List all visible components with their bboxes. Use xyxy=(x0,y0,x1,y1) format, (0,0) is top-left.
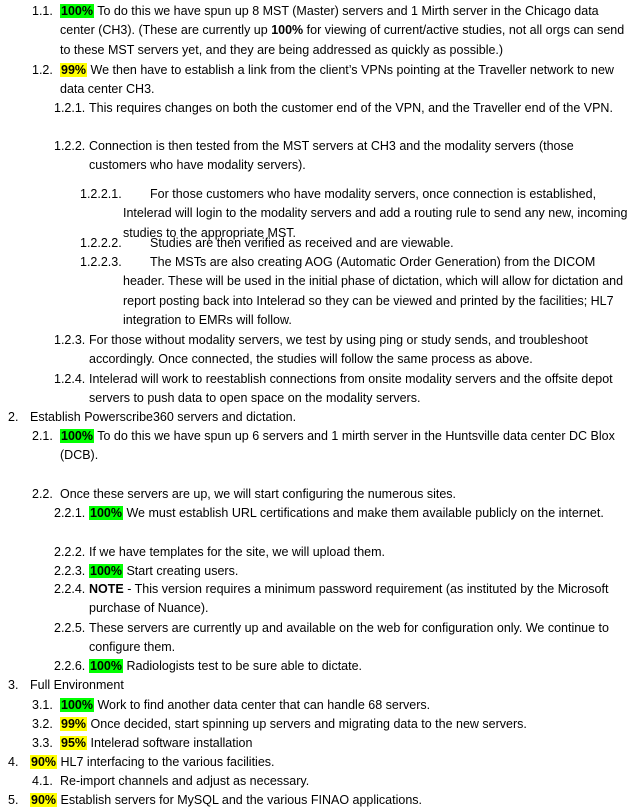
item-number: 3. xyxy=(8,678,19,692)
item-text: These servers are currently up and available on the web for configuration only. We continue to configure them. xyxy=(89,621,609,655)
item-number: 1.2.2.2. xyxy=(80,236,122,250)
item-number: 1.2. xyxy=(32,63,53,77)
item-text: 100% Radiologists test to be sure able to dictate. xyxy=(90,659,363,673)
item-text: 100% To do this we have spun up 6 servers and 1 mirth server in the Huntsville data center DC Blox (DCB). xyxy=(60,429,615,463)
item-number: 2.2.3. xyxy=(54,564,86,578)
item-number: 2.1. xyxy=(32,429,53,443)
item-text: Intelerad will work to reestablish connections from onsite modality servers and the offsite depot servers to push data to open space on the modality servers. xyxy=(89,372,613,406)
progress-badge: 100% xyxy=(90,564,122,578)
item-text: 90% Establish servers for MySQL and the various FINAO applications. xyxy=(31,793,423,807)
progress-badge: 90% xyxy=(31,793,57,807)
progress-badge: 95% xyxy=(61,736,87,750)
item-text: 100% Start creating users. xyxy=(90,564,239,578)
item-number: 1.2.3. xyxy=(54,333,86,347)
item-number: 2.2.2. xyxy=(54,545,86,559)
item-text: For those customers who have modality servers, once connection is established, Intelerad will login to the modality servers and add a routing rule to send any new, incoming studies to the appropriate MST. xyxy=(123,187,628,240)
item-text: Once these servers are up, we will start configuring the numerous sites. xyxy=(60,487,457,501)
item-text: 90% HL7 interfacing to the various facilities. xyxy=(31,755,275,769)
progress-badge: 100% xyxy=(90,506,122,520)
item-number: 1.2.1. xyxy=(54,101,86,115)
item-text: NOTE - This version requires a minimum password requirement (as instituted by the Microsoft purchase of Nuance). xyxy=(89,582,609,616)
item-text: This requires changes on both the customer end of the VPN, and the Traveller end of the VPN. xyxy=(89,101,613,115)
item-text: For those without modality servers, we test by using ping or study sends, and troubleshoot accordingly. Once connected, the studies will follow the same process as above. xyxy=(89,333,588,367)
progress-badge: 100% xyxy=(61,698,93,712)
item-text: 100% We must establish URL certifications and make them available publicly on the internet. xyxy=(90,506,604,520)
item-text: Studies are then verified as received and are viewable. xyxy=(150,236,454,250)
item-number: 2.2.6. xyxy=(54,659,86,673)
item-number: 1.2.2.3. xyxy=(80,255,122,269)
item-number: 2.2.5. xyxy=(54,621,86,635)
item-text: Re-import channels and adjust as necessary. xyxy=(60,774,310,788)
item-text: Full Environment xyxy=(30,678,124,692)
progress-badge: 99% xyxy=(61,717,87,731)
item-number: 2. xyxy=(8,410,19,424)
progress-badge: 100% xyxy=(61,429,93,443)
item-text: Establish Powerscribe360 servers and dictation. xyxy=(30,410,297,424)
item-text: 99% Once decided, start spinning up servers and migrating data to the new servers. xyxy=(61,717,527,731)
item-text: If we have templates for the site, we will upload them. xyxy=(89,545,385,559)
item-text: 99% We then have to establish a link from the client’s VPNs pointing at the Traveller network to new data center CH3. xyxy=(60,63,614,97)
bold-value: 100% xyxy=(271,23,304,38)
item-text: 95% Intelerad software installation xyxy=(61,736,253,750)
item-number: 3.1. xyxy=(32,698,53,712)
progress-badge: 99% xyxy=(61,63,87,77)
progress-badge: 90% xyxy=(31,755,57,769)
item-number: 1.2.2.1. xyxy=(80,187,122,201)
item-number: 2.2.4. xyxy=(54,582,86,596)
item-number: 4. xyxy=(8,755,19,769)
item-number: 2.2.1. xyxy=(54,506,86,520)
progress-badge: 100% xyxy=(90,659,122,673)
item-number: 3.3. xyxy=(32,736,53,750)
item-number: 5. xyxy=(8,793,19,807)
item-number: 1.1. xyxy=(32,4,53,18)
item-text: The MSTs are also creating AOG (Automatic Order Generation) from the DICOM header. These will be used in the initial phase of dictation, which will allow for dictation and report posting back into Intelerad so they can be viewed and printed by the facilities; HL7 integration to EMRs will follow. xyxy=(123,255,624,328)
progress-badge: 100% xyxy=(61,4,93,18)
item-text: 100% To do this we have spun up 8 MST (Master) servers and 1 Mirth server in the Chicago data center (CH3). (These are currently up 100% for viewing of current/active studies, not all orgs can send to these MST servers yet, and they are being addressed as quickly as possible.) xyxy=(60,4,625,57)
item-number: 4.1. xyxy=(32,774,53,788)
item-number: 2.2. xyxy=(32,487,53,501)
item-number: 1.2.2. xyxy=(54,139,86,153)
item-text: Connection is then tested from the MST servers at CH3 and the modality servers (those customers who have modality servers). xyxy=(89,139,574,173)
item-number: 3.2. xyxy=(32,717,53,731)
note-label: NOTE xyxy=(89,582,124,596)
item-text: 100% Work to find another data center that can handle 68 servers. xyxy=(61,698,431,712)
item-number: 1.2.4. xyxy=(54,372,86,386)
